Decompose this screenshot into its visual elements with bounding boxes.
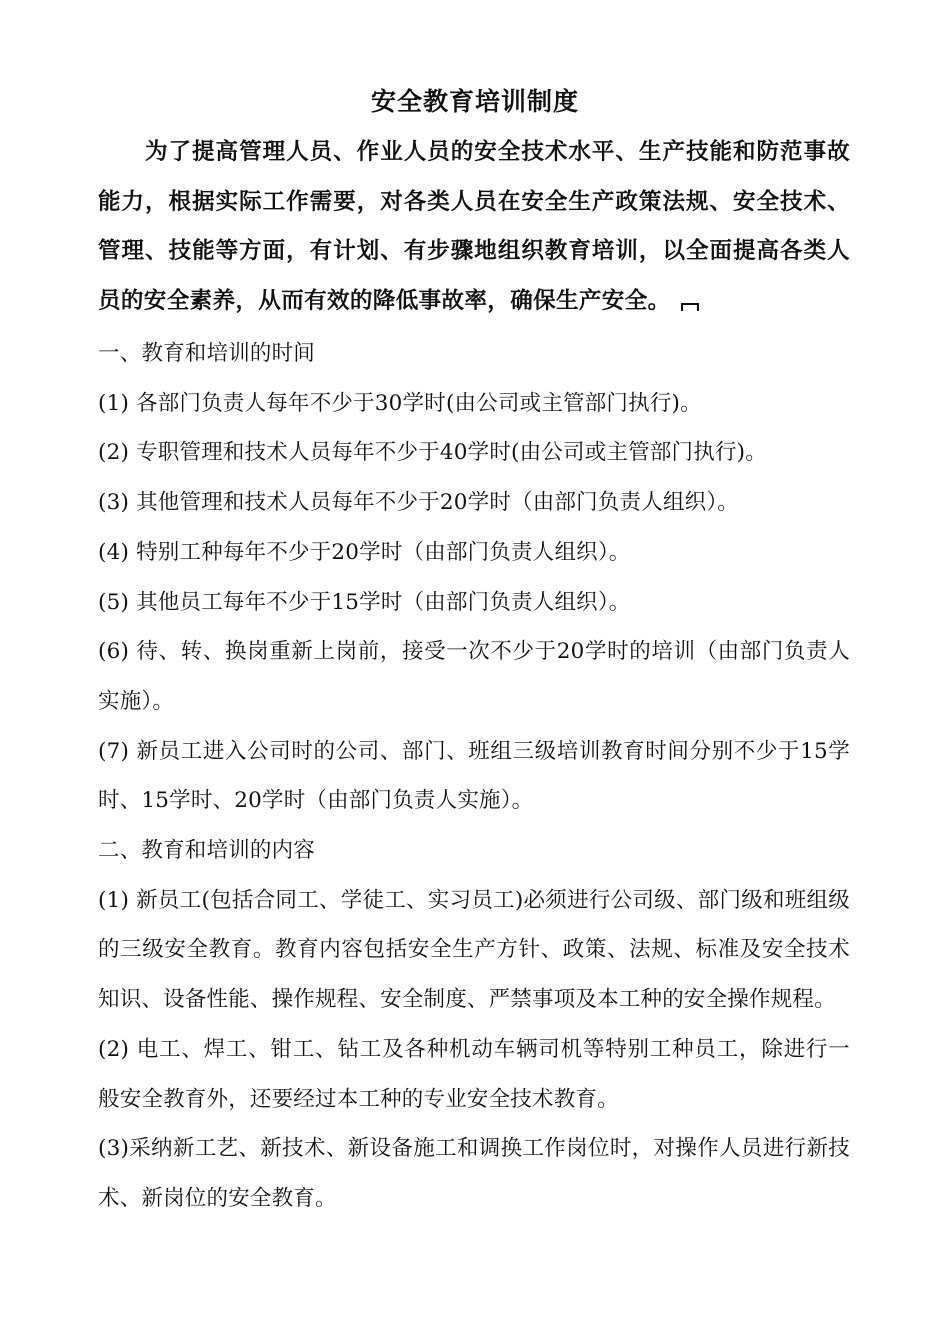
corner-mark-icon	[681, 301, 699, 311]
section-1-item-5: (5) 其他员工每年不少于15学时（由部门负责人组织）。	[98, 589, 631, 615]
intro-text: 为了提高管理人员、作业人员的安全技术水平、生产技能和防范事故能力，根据实际工作需要，对各类人员在安全生产政策法规、安全技术、管理、技能等方面，有计划、有步骤地组织教育培训，以全面提高各类人员的安全素养，从而有效的降低事故率，确保生产安全。	[98, 139, 850, 314]
section-1-item-2: (2) 专职管理和技术人员每年不少于40学时(由公司或主管部门执行)。	[98, 440, 767, 466]
document-title: 安全教育培训制度	[370, 87, 579, 116]
section-1-item-7: (7) 新员工进入公司时的公司、部门、班组三级培训教育时间分别不少于15学时、15学时、20学时（由部门负责人实施）。	[98, 738, 850, 814]
section-1-heading: 一、教育和培训的时间	[98, 341, 316, 366]
document-body	[98, 329, 850, 1224]
section-1-item-3: (3) 其他管理和技术人员每年不少于20学时（由部门负责人组织）。	[98, 490, 739, 516]
section-2-heading: 二、教育和培训的内容	[98, 838, 316, 864]
section-1-item-4: (4) 特别工种每年不少于20学时（由部门负责人组织）。	[98, 539, 631, 565]
section-2-item-1: (1) 新员工(包括合同工、学徒工、实习员工)必须进行公司级、部门级和班组级的三级安全教育。教育内容包括安全生产方针、政策、法规、标准及安全技术知识、设备性能、操作规程、安全制度、严禁事项及本工种的安全操作规程。	[98, 887, 850, 1013]
section-2-item-3: (3)采纳新工艺、新技术、新设备施工和调换工作岗位时，对操作人员进行新技术、新岗位的安全教育。	[98, 1136, 850, 1211]
section-2-item-2: (2) 电工、焊工、钳工、钻工及各种机动车辆司机等特别工种员工，除进行一般安全教育外，还要经过本工种的专业安全技术教育。	[98, 1036, 850, 1112]
section-1-item-1: (1) 各部门负责人每年不少于30学时(由公司或主管部门执行)。	[98, 390, 702, 416]
intro-paragraph	[98, 128, 850, 326]
section-1-item-6: (6) 待、转、换岗重新上岗前，接受一次不少于20学时的培训（由部门负责人实施）。	[98, 639, 850, 714]
